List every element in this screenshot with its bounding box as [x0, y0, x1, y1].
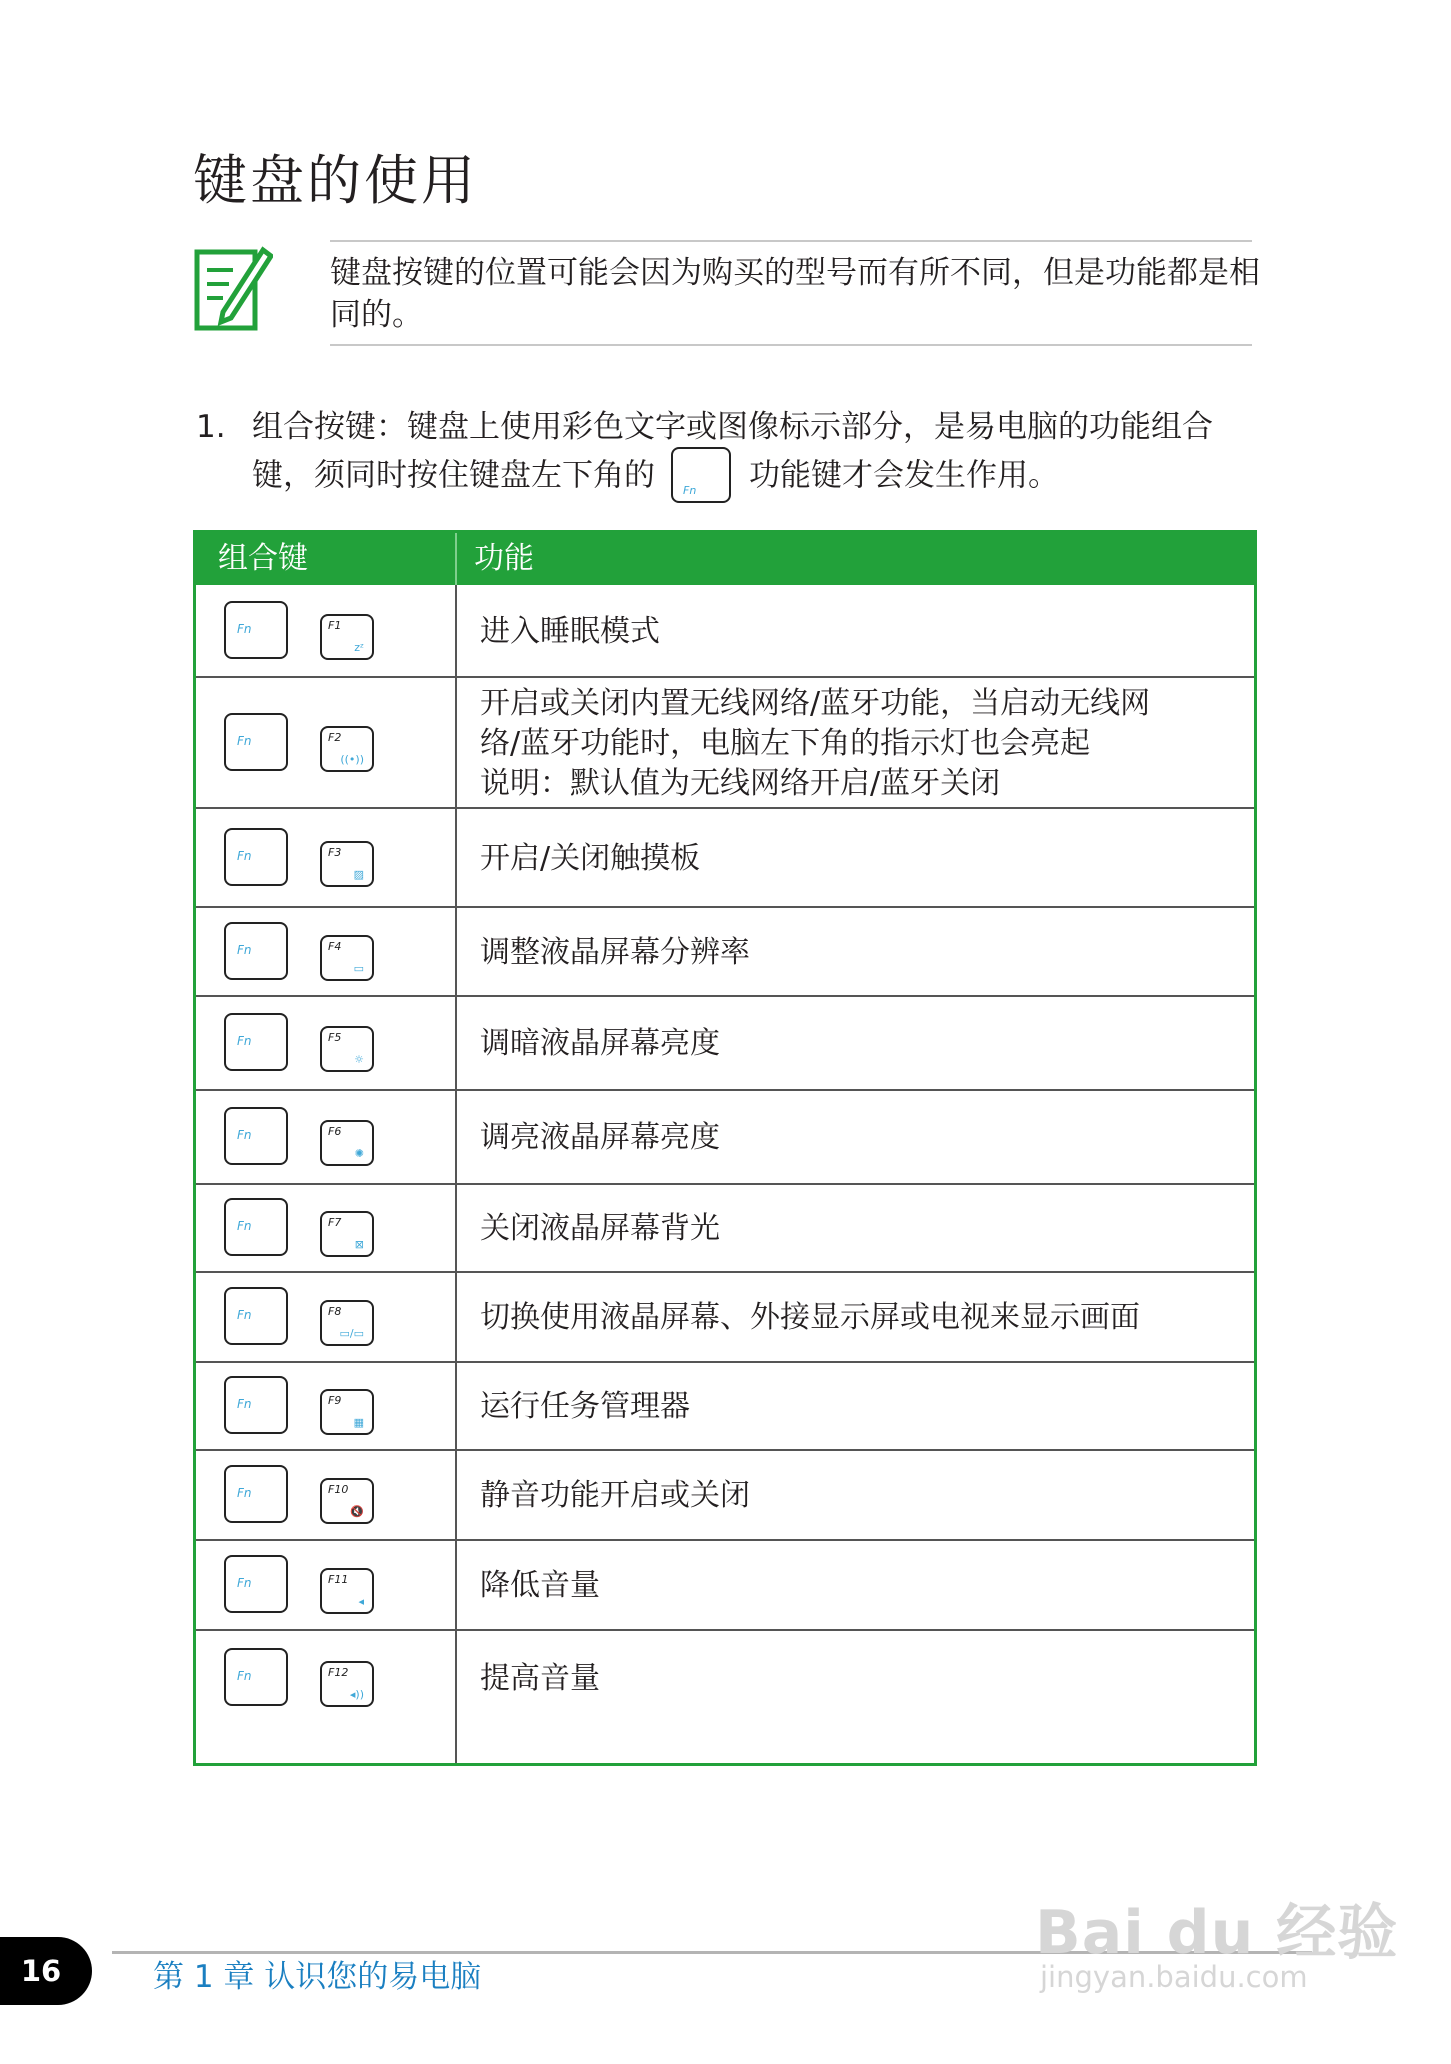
fn-key-label: Fn — [237, 1668, 252, 1683]
fn-key-icon — [224, 601, 288, 659]
f5-key-icon — [320, 1026, 374, 1072]
function-description — [480, 1298, 1140, 1338]
function-description — [480, 684, 1150, 804]
fn-key-label: Fn — [237, 1308, 252, 1322]
function-description — [480, 1659, 600, 1699]
description-line: 调整液晶屏幕分辨率 — [480, 934, 750, 970]
function-key-label: F8 — [328, 1305, 342, 1318]
function-key-symbol-icon: ☼ — [354, 1053, 364, 1066]
function-key-symbol-icon: 🔇 — [350, 1505, 364, 1518]
function-description — [480, 1476, 750, 1516]
function-key-label: F4 — [328, 939, 342, 953]
function-description — [480, 1209, 720, 1249]
fn-key-label: Fn — [237, 1034, 252, 1048]
description-line: 进入睡眠模式 — [480, 613, 660, 649]
description-line: 开启/关闭触摸板 — [480, 840, 701, 876]
description-line: 开启或关闭内置无线网络/蓝牙功能，当启动无线网 — [480, 685, 1151, 721]
table-row — [196, 585, 1254, 678]
list-number: 1. — [196, 409, 226, 445]
table-row — [196, 1185, 1254, 1273]
description-line: 切换使用液晶屏幕、外接显示屏或电视来显示画面 — [480, 1300, 1140, 1335]
function-key-symbol-icon: zᶻ — [354, 640, 364, 654]
watermark-url: jingyan.baidu.com — [1040, 1960, 1308, 1994]
f9-key-icon — [320, 1389, 374, 1435]
note-pencil-icon — [193, 242, 273, 334]
table-row — [196, 1451, 1254, 1541]
f10-key-icon — [320, 1478, 374, 1524]
table-row — [196, 1273, 1254, 1363]
table-row — [196, 997, 1254, 1091]
table-row — [196, 1091, 1254, 1185]
function-key-label: F10 — [328, 1483, 349, 1496]
table-row — [196, 908, 1254, 997]
f11-key-icon — [320, 1568, 374, 1614]
description-line: 调亮液晶屏幕亮度 — [480, 1120, 720, 1155]
f12-key-icon — [320, 1661, 374, 1707]
function-key-label: F1 — [328, 618, 342, 632]
fn-key-icon — [224, 1013, 288, 1071]
function-key-symbol-icon: ▨ — [353, 867, 364, 881]
table-row — [196, 1541, 1254, 1631]
table-header — [196, 533, 1254, 585]
description-line: 运行任务管理器 — [480, 1389, 690, 1424]
function-description — [480, 1387, 690, 1427]
note-bottom-rule — [330, 344, 1252, 346]
fn-key-icon — [224, 1555, 288, 1613]
f8-key-icon — [320, 1300, 374, 1346]
list-item-text — [252, 405, 1257, 505]
function-key-symbol-icon: ((•)) — [340, 752, 364, 766]
description-line: 调暗液晶屏幕亮度 — [480, 1026, 720, 1061]
fn-key-label: Fn — [237, 1128, 252, 1142]
page-number: 16 — [0, 1937, 92, 2005]
f2-key-icon — [320, 726, 374, 772]
description-line: 络/蓝牙功能时，电脑左下角的指示灯也会亮起 — [480, 725, 1091, 761]
function-description — [480, 612, 660, 652]
fn-key-icon — [224, 828, 288, 886]
function-key-label: F3 — [328, 845, 342, 859]
f6-key-icon — [320, 1120, 374, 1166]
fn-key-label: Fn — [237, 1486, 252, 1500]
function-key-label: F7 — [328, 1216, 342, 1229]
fn-key-icon — [224, 1107, 288, 1165]
function-key-symbol-icon: ✺ — [354, 1147, 364, 1160]
function-key-symbol-icon: ⊠ — [354, 1238, 364, 1251]
table-row — [196, 1631, 1254, 1726]
function-key-label: F12 — [328, 1665, 349, 1679]
f1-key-icon — [320, 614, 374, 660]
table-row — [196, 809, 1254, 908]
description-line: 关闭液晶屏幕背光 — [480, 1211, 720, 1246]
description-line: 降低音量 — [480, 1568, 600, 1603]
fn-key-icon — [224, 1465, 288, 1523]
fn-key-icon — [224, 1198, 288, 1256]
fn-key-label: Fn — [237, 942, 252, 957]
list-text-part-a: 组合按键：键盘上使用彩色文字或图像标示部分，是易电脑的功能组合键，须同时按住键盘左下角的 — [252, 409, 1213, 494]
fn-key-icon — [224, 1287, 288, 1345]
note-text: 键盘按键的位置可能会因为购买的型号而有所不同，但是功能都是相同的。 — [330, 255, 1260, 333]
function-description — [480, 933, 750, 973]
function-description — [480, 1024, 720, 1064]
page-title: 键盘的使用 — [193, 149, 478, 212]
function-description — [480, 839, 700, 879]
fn-key-label: Fn — [237, 1397, 252, 1411]
table-row — [196, 1363, 1254, 1451]
function-key-symbol-icon: ◂ — [358, 1595, 364, 1608]
f3-key-icon — [320, 841, 374, 887]
fn-key-label: Fn — [237, 848, 252, 863]
footer-chapter: 第 1 章 认识您的易电脑 — [153, 1959, 482, 1995]
fn-key-icon — [224, 922, 288, 980]
fn-key-label: Fn — [237, 621, 252, 636]
fn-key-label: Fn — [237, 1576, 252, 1590]
description-line: 说明：默认值为无线网络开启/蓝牙关闭 — [480, 765, 1001, 801]
function-description — [480, 1566, 600, 1606]
fn-key-icon — [224, 713, 288, 771]
function-key-label: F2 — [328, 730, 342, 744]
fn-key-label: Fn — [237, 733, 252, 748]
note-top-rule — [330, 240, 1252, 242]
fn-key-icon — [224, 1376, 288, 1434]
header-combo: 组合键 — [218, 541, 308, 576]
function-key-symbol-icon: ▦ — [353, 1416, 364, 1429]
header-divider — [455, 533, 457, 585]
fn-key-label: Fn — [683, 484, 697, 497]
function-key-symbol-icon: ◂)) — [349, 1687, 364, 1701]
function-key-label: F9 — [328, 1394, 342, 1407]
function-key-label: F6 — [328, 1125, 342, 1138]
description-line: 提高音量 — [480, 1660, 600, 1696]
description-line: 静音功能开启或关闭 — [480, 1478, 750, 1513]
function-description — [480, 1118, 720, 1158]
table-row — [196, 678, 1254, 809]
function-key-symbol-icon: ▭ — [353, 961, 364, 975]
fn-key-icon — [671, 447, 731, 503]
hotkey-table — [193, 530, 1257, 1766]
header-function: 功能 — [474, 541, 534, 576]
f7-key-icon — [320, 1211, 374, 1257]
function-key-label: F11 — [328, 1573, 349, 1586]
list-text-part-b: 功能键才会发生作用。 — [749, 457, 1059, 494]
function-key-label: F5 — [328, 1031, 342, 1044]
fn-key-icon — [224, 1648, 288, 1706]
fn-key-label: Fn — [237, 1219, 252, 1233]
function-key-symbol-icon: ▭/▭ — [339, 1327, 364, 1340]
watermark-logo: Bai du 经验 — [1035, 1898, 1399, 1968]
f4-key-icon — [320, 935, 374, 981]
